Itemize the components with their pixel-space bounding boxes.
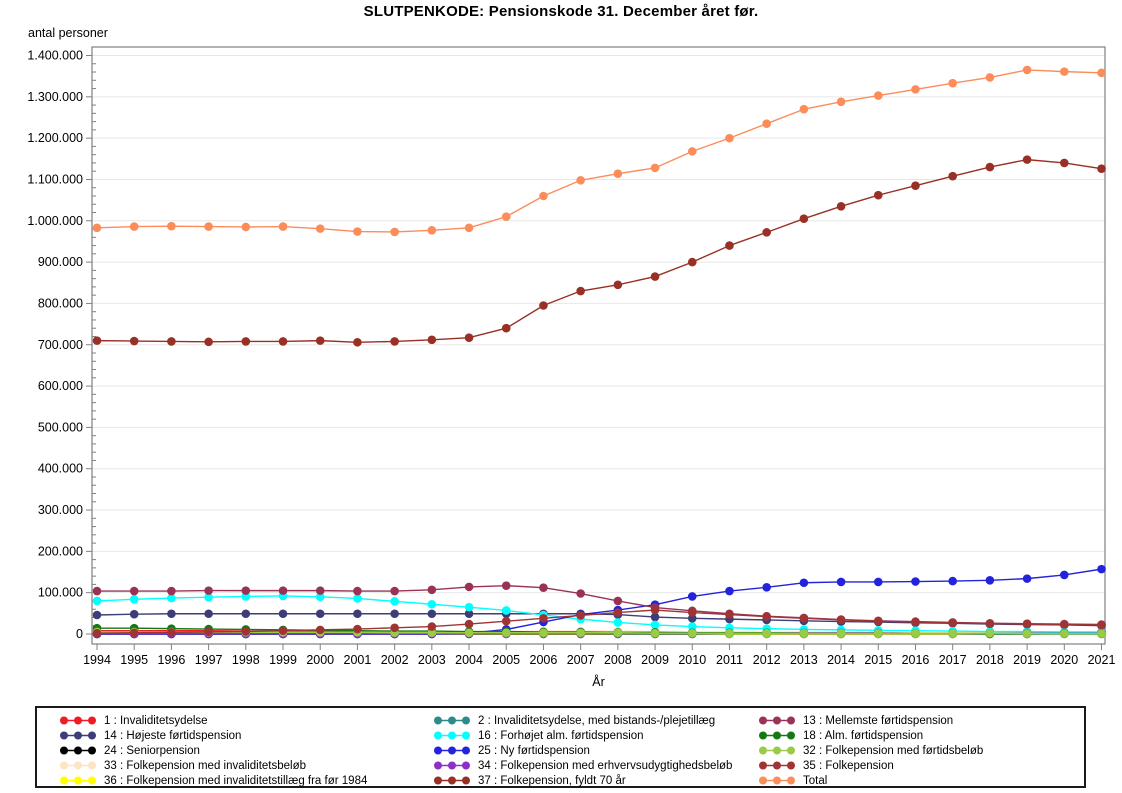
data-point [316, 224, 325, 233]
legend-label: 24 : Seniorpension [104, 744, 200, 757]
data-point [1023, 629, 1032, 638]
data-point [502, 628, 511, 637]
data-point [576, 589, 585, 598]
data-point [576, 628, 585, 637]
data-point [1023, 620, 1032, 629]
data-point [614, 169, 623, 178]
data-point [1097, 164, 1106, 173]
y-tick-label: 1.400.000 [27, 48, 83, 63]
data-point [390, 587, 399, 596]
x-tick-label: 2010 [678, 653, 707, 667]
x-tick-label: 2000 [306, 653, 335, 667]
data-point [428, 600, 437, 609]
data-point [837, 629, 846, 638]
x-tick-label: 2001 [343, 653, 372, 667]
data-point [874, 617, 883, 626]
legend-label: 16 : Forhøjet alm. førtidspension [478, 729, 644, 742]
legend-swatch-icon [433, 760, 471, 771]
x-tick-label: 2017 [938, 653, 967, 667]
legend-swatch-icon [433, 775, 471, 786]
data-point [762, 583, 771, 592]
data-point [167, 609, 176, 618]
y-tick-label: 300.000 [37, 503, 83, 518]
data-point [874, 629, 883, 638]
data-point [502, 617, 511, 626]
data-point [130, 222, 139, 231]
data-point [725, 587, 734, 596]
data-point [316, 586, 325, 595]
legend-swatch-icon [758, 775, 796, 786]
data-point [1097, 565, 1106, 574]
data-point [874, 91, 883, 100]
data-point [353, 609, 362, 618]
data-point [837, 578, 846, 587]
y-tick-label: 100.000 [37, 585, 83, 600]
data-point [614, 618, 623, 627]
data-point [651, 629, 660, 638]
data-point [204, 609, 213, 618]
data-point [1060, 571, 1069, 580]
data-point [279, 586, 288, 595]
series-line [97, 160, 1102, 343]
data-point [204, 222, 213, 231]
data-point [614, 281, 623, 290]
data-point [428, 226, 437, 235]
data-point [614, 628, 623, 637]
y-tick-label: 1.000.000 [27, 213, 83, 228]
legend-swatch-icon [433, 730, 471, 741]
data-point [948, 619, 957, 628]
data-point [502, 606, 511, 615]
plot-frame [92, 47, 1105, 644]
data-point [316, 336, 325, 345]
y-tick-label: 800.000 [37, 296, 83, 311]
data-point [688, 592, 697, 601]
data-point [837, 202, 846, 211]
data-point [911, 85, 920, 94]
data-point [502, 324, 511, 333]
data-point [576, 287, 585, 296]
x-tick-label: 1996 [157, 653, 186, 667]
data-point [316, 626, 325, 635]
data-point [725, 629, 734, 638]
data-point [1097, 69, 1106, 78]
legend-item [758, 728, 1068, 743]
data-point [688, 258, 697, 267]
legend-label: Total [803, 774, 828, 787]
data-point [539, 614, 548, 623]
data-point [837, 616, 846, 625]
data-point [242, 609, 251, 618]
data-point [948, 577, 957, 586]
legend-swatch-icon [59, 745, 97, 756]
y-tick-label: 200.000 [37, 544, 83, 559]
legend-label: 35 : Folkepension [803, 759, 894, 772]
data-point [614, 597, 623, 606]
series-total [93, 66, 1106, 237]
y-tick-label: 500.000 [37, 420, 83, 435]
data-point [948, 172, 957, 181]
data-point [465, 628, 474, 637]
data-point [986, 629, 995, 638]
data-point [948, 629, 957, 638]
data-point [800, 629, 809, 638]
legend-item [758, 713, 1068, 728]
data-point [428, 335, 437, 344]
legend-swatch-icon [59, 775, 97, 786]
data-point [874, 191, 883, 200]
x-tick-label: 2021 [1087, 653, 1116, 667]
legend-column [758, 713, 1068, 788]
data-point [204, 628, 213, 637]
legend-label: 36 : Folkepension med invaliditetstillæg fra før 1984 [104, 774, 368, 787]
data-point [204, 338, 213, 347]
data-point [167, 628, 176, 637]
data-point [800, 105, 809, 114]
data-point [465, 583, 474, 592]
data-point [986, 619, 995, 628]
x-tick-label: 2004 [455, 653, 483, 667]
legend-item [433, 743, 758, 758]
data-point [353, 625, 362, 634]
data-point [130, 595, 139, 604]
data-point [1060, 67, 1069, 76]
legend-swatch-icon [758, 730, 796, 741]
data-point [986, 163, 995, 172]
data-point [651, 164, 660, 173]
x-tick-label: 2012 [752, 653, 781, 667]
data-point [911, 577, 920, 586]
data-point [1060, 620, 1069, 629]
data-point [130, 337, 139, 346]
data-point [502, 581, 511, 590]
data-point [93, 597, 102, 606]
legend-label: 32 : Folkepension med førtidsbeløb [803, 744, 984, 757]
y-tick-label: 1.200.000 [27, 131, 83, 146]
data-point [167, 587, 176, 596]
legend-column [59, 713, 433, 788]
x-tick-label: 1994 [83, 653, 111, 667]
legend-item [433, 728, 758, 743]
x-tick-label: 2003 [417, 653, 446, 667]
data-point [800, 578, 809, 587]
data-point [1097, 621, 1106, 630]
legend-item [433, 758, 758, 773]
x-tick-label: 1997 [194, 653, 223, 667]
data-point [167, 337, 176, 346]
data-point [93, 611, 102, 620]
data-point [390, 597, 399, 606]
y-tick-label: 700.000 [37, 337, 83, 352]
legend [35, 706, 1086, 788]
x-tick-label: 2009 [641, 653, 669, 667]
data-point [353, 594, 362, 603]
data-point [762, 119, 771, 128]
x-tick-label: 2014 [827, 653, 855, 667]
data-point [1023, 574, 1032, 583]
data-point [465, 224, 474, 233]
data-point [1060, 159, 1069, 168]
legend-item [59, 758, 433, 773]
data-point [204, 586, 213, 595]
data-point [762, 228, 771, 237]
data-point [242, 627, 251, 636]
data-point [279, 337, 288, 346]
legend-swatch-icon [758, 760, 796, 771]
legend-swatch-icon [59, 730, 97, 741]
x-tick-label: 2013 [789, 653, 818, 667]
legend-label: 14 : Højeste førtidspension [104, 729, 242, 742]
data-point [353, 338, 362, 347]
legend-swatch-icon [59, 760, 97, 771]
data-point [130, 610, 139, 619]
legend-label: 18 : Alm. førtidspension [803, 729, 924, 742]
data-point [1097, 629, 1106, 638]
data-point [651, 606, 660, 615]
data-point [390, 228, 399, 237]
data-point [353, 227, 362, 236]
data-point [242, 586, 251, 595]
legend-swatch-icon [758, 745, 796, 756]
data-point [800, 214, 809, 223]
y-axis-label: antal personer [28, 26, 108, 40]
x-axis-label: År [592, 675, 605, 689]
data-point [279, 609, 288, 618]
x-tick-label: 2018 [975, 653, 1004, 667]
data-point [800, 614, 809, 623]
legend-item [758, 743, 1068, 758]
data-point [353, 587, 362, 596]
data-point [465, 603, 474, 612]
data-point [874, 578, 883, 587]
data-point [390, 337, 399, 346]
data-point [986, 576, 995, 585]
x-tick-label: 1999 [269, 653, 297, 667]
data-point [130, 628, 139, 637]
data-point [688, 147, 697, 156]
data-point [539, 583, 548, 592]
data-point [130, 587, 139, 596]
data-point [725, 134, 734, 143]
legend-label: 34 : Folkepension med erhvervsudygtighedsbeløb [478, 759, 733, 772]
data-point [539, 628, 548, 637]
data-point [948, 79, 957, 88]
data-point [390, 609, 399, 618]
legend-label: 2 : Invaliditetsydelse, med bistands-/plejetillæg [478, 714, 716, 727]
x-tick-label: 2011 [716, 653, 743, 667]
series-37 [93, 155, 1106, 346]
data-point [428, 609, 437, 618]
data-point [93, 587, 102, 596]
x-tick-label: 2007 [566, 653, 595, 667]
legend-label: 13 : Mellemste førtidspension [803, 714, 954, 727]
y-tick-label: 0 [76, 627, 83, 641]
data-point [279, 626, 288, 635]
data-point [651, 621, 660, 630]
x-tick-label: 1998 [231, 653, 260, 667]
data-point [911, 181, 920, 190]
y-tick-label: 400.000 [37, 461, 83, 476]
y-tick-label: 1.100.000 [27, 172, 83, 187]
data-point [688, 608, 697, 617]
data-point [465, 620, 474, 629]
x-tick-label: 2020 [1050, 653, 1079, 667]
data-point [986, 73, 995, 82]
data-point [279, 222, 288, 231]
x-tick-label: 2019 [1013, 653, 1041, 667]
data-point [242, 337, 251, 346]
data-point [428, 622, 437, 631]
y-tick-label: 1.300.000 [27, 89, 83, 104]
data-point [837, 97, 846, 106]
legend-item [59, 743, 433, 758]
data-point [428, 585, 437, 594]
data-point [725, 241, 734, 250]
legend-item [433, 773, 758, 788]
legend-item [433, 713, 758, 728]
legend-label: 37 : Folkepension, fyldt 70 år [478, 774, 626, 787]
legend-item [59, 713, 433, 728]
x-tick-label: 2015 [864, 653, 893, 667]
data-point [242, 223, 251, 232]
x-tick-label: 2002 [380, 653, 409, 667]
data-point [316, 609, 325, 618]
data-point [1060, 629, 1069, 638]
legend-column [433, 713, 758, 788]
legend-swatch-icon [59, 715, 97, 726]
data-point [93, 629, 102, 638]
data-point [502, 212, 511, 221]
legend-label: 1 : Invaliditetsydelse [104, 714, 208, 727]
x-tick-label: 2008 [603, 653, 632, 667]
data-point [725, 610, 734, 619]
y-tick-label: 900.000 [37, 255, 83, 270]
legend-swatch-icon [433, 715, 471, 726]
data-point [762, 612, 771, 621]
chart-title: SLUTPENKODE: Pensionskode 31. December året før. [363, 3, 759, 20]
data-point [1023, 155, 1032, 164]
y-tick-label: 600.000 [37, 379, 83, 394]
legend-label: 25 : Ny førtidspension [478, 744, 590, 757]
x-tick-label: 2005 [492, 653, 521, 667]
x-tick-label: 1995 [120, 653, 149, 667]
data-point [93, 224, 102, 233]
legend-label: 33 : Folkepension med invaliditetsbeløb [104, 759, 307, 772]
data-point [539, 301, 548, 310]
series-line [97, 70, 1102, 232]
data-point [911, 629, 920, 638]
data-point [167, 222, 176, 231]
data-point [576, 611, 585, 620]
legend-swatch-icon [433, 745, 471, 756]
legend-item [758, 758, 1068, 773]
legend-item [758, 773, 1068, 788]
data-point [688, 629, 697, 638]
legend-swatch-icon [758, 715, 796, 726]
legend-item [59, 773, 433, 788]
x-tick-label: 2006 [529, 653, 558, 667]
data-point [614, 608, 623, 617]
data-point [762, 629, 771, 638]
legend-item [59, 728, 433, 743]
data-point [390, 624, 399, 633]
x-tick-label: 2016 [901, 653, 930, 667]
data-point [911, 618, 920, 627]
data-point [465, 333, 474, 342]
data-point [539, 192, 548, 201]
data-point [93, 336, 102, 345]
data-point [576, 176, 585, 185]
data-point [1023, 66, 1032, 75]
data-point [651, 272, 660, 281]
